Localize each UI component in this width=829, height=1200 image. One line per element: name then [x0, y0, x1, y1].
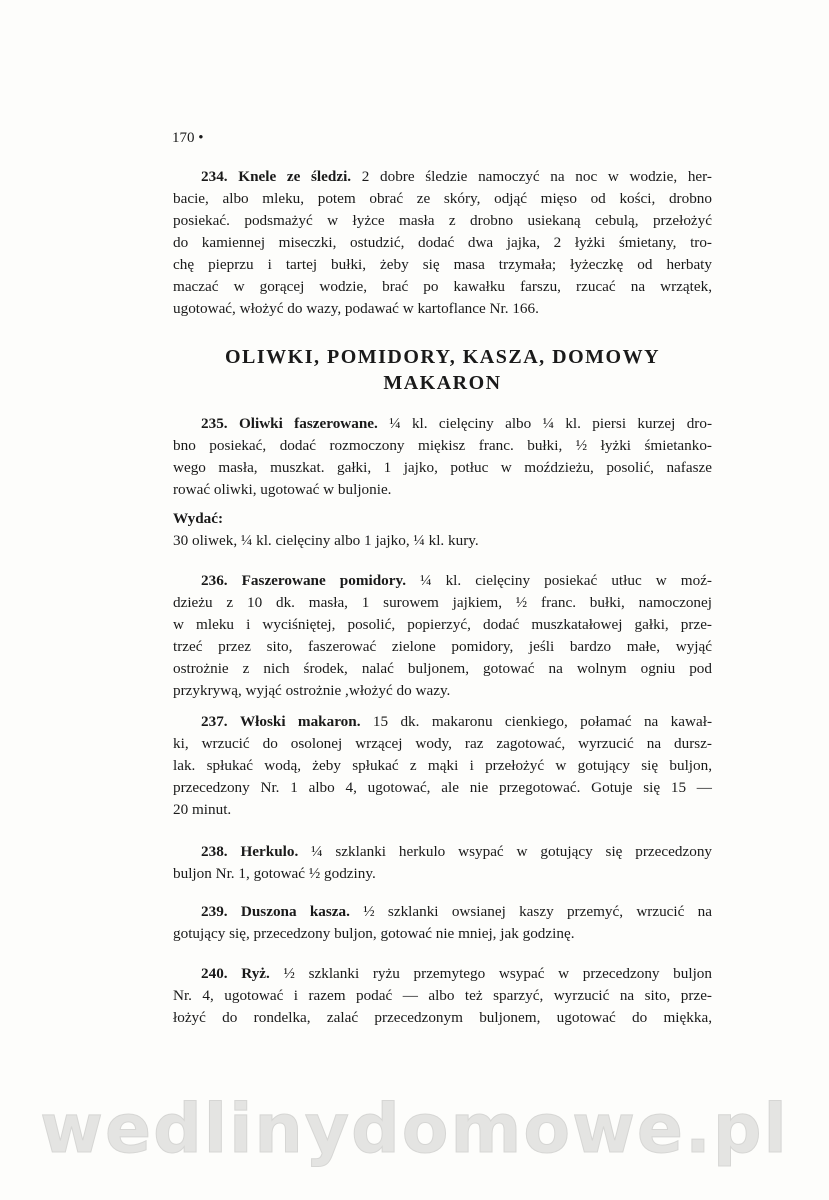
text-line [173, 733, 712, 755]
page-number: 170 • [172, 130, 204, 146]
text-line [173, 901, 712, 923]
text-line [173, 680, 712, 702]
text-line [173, 841, 712, 863]
line-text: 30 oliwek, ¼ kl. cielęciny albo 1 jajko, ¼ kl. kury. [173, 532, 479, 549]
text-line [173, 636, 712, 658]
line-text: Nr. 4, ugotować i razem podać — albo też sparzyć, wyrzucić na sito, prze- [173, 987, 712, 1004]
line-text: łożyć do rondelka, zalać przecedzonym buljonem, ugotować do miękka, [173, 1009, 712, 1026]
recipe-paragraph [173, 901, 712, 945]
text-line [173, 413, 712, 435]
line-text: ki, wrzucić do osolonej wrzącej wody, raz zagotować, wyrzucić na dursz- [173, 735, 712, 752]
recipe-number: 238. [201, 843, 228, 860]
line-text: chę pieprzu i tartej bułki, żeby się masa trzymała; łyżeczkę od herbaty [173, 256, 712, 273]
line-text: bacie, albo mleku, potem obrać ze skóry, odjąć mięso od kości, drobno [173, 190, 712, 207]
line-text: gotujący się, przecedzony buljon, gotować nie mniej, jak godzinę. [173, 925, 575, 942]
text-line [173, 592, 712, 614]
line-text: ¼ kl. cielęciny posiekać utłuc w moź- [406, 572, 712, 589]
recipe-paragraph [173, 413, 712, 501]
line-text: posiekać. podsmażyć w łyżce masła z drobno usiekaną cebulą, przełożyć [173, 212, 712, 229]
line-text: rować oliwki, ugotować w buljonie. [173, 481, 392, 498]
line-text: 2 dobre śledzie namoczyć na noc w wodzie, her- [351, 168, 712, 185]
text-line [173, 963, 712, 985]
line-text: wego masła, muszkat. gałki, 1 jajko, potłuc w moździeżu, posolić, nafasze [173, 459, 712, 476]
recipe-number: 239. [201, 903, 228, 920]
recipe-number: 234. [201, 168, 228, 185]
line-text: ¼ szklanki herkulo wsypać w gotujący się przecedzony [298, 843, 713, 860]
line-text: lak. spłukać wodą, żeby spłukać z mąki i przełożyć w gotujący się buljon, [173, 757, 712, 774]
recipe-title: Oliwki faszerowane. [238, 415, 378, 432]
text-line [173, 210, 712, 232]
text-line [173, 614, 712, 636]
text-line [173, 232, 712, 254]
recipe-number: 235. [201, 415, 228, 432]
text-line [173, 166, 712, 188]
text-line [173, 530, 712, 552]
recipe-paragraph [173, 570, 712, 702]
text-line [173, 799, 712, 821]
line-text: buljon Nr. 1, gotować ½ godziny. [173, 865, 376, 882]
recipe-title: Knele ze śledzi. [238, 168, 352, 185]
text-line [173, 435, 712, 457]
text-line [173, 923, 712, 945]
text-line [173, 188, 712, 210]
text-line [173, 1007, 712, 1029]
text-line [173, 658, 712, 680]
recipe-title: Wydać: [173, 510, 224, 527]
text-line [173, 777, 712, 799]
line-text: ¼ kl. cielęciny albo ¼ kl. piersi kurzej dro- [377, 415, 713, 432]
text-line [173, 457, 712, 479]
text-line [173, 298, 712, 320]
text-line [173, 711, 712, 733]
recipe-number: 236. [201, 572, 228, 589]
text-line [173, 985, 712, 1007]
text-line [173, 755, 712, 777]
text-line [173, 863, 712, 885]
line-text: dzieżu z 10 dk. masła, 1 surowem jajkiem, ½ franc. bułki, namoczonej [173, 594, 712, 611]
line-text: ostrożnie z nich środek, nalać buljonem, gotować na wolnym ogniu pod [173, 660, 712, 677]
text-line [173, 276, 712, 298]
watermark: wedlinydomowe.pl [40, 1090, 789, 1169]
recipe-title: Włoski makaron. [239, 713, 361, 730]
text-line [173, 570, 712, 592]
line-text: ½ szklanki owsianej kaszy przemyć, wrzucić na [349, 903, 713, 920]
section-heading [173, 344, 712, 396]
line-text: maczać w gorącej wodzie, brać po kawałku farszu, rzucać na wrzątek, [173, 278, 712, 295]
recipe-paragraph [173, 841, 712, 885]
recipe-title: Herkulo. [240, 843, 299, 860]
recipe-number: 240. [201, 965, 228, 982]
line-text: trzeć przez sito, faszerować zielone pomidory, jeśli bardzo małe, wyjąć [173, 638, 712, 655]
line-text: do kamiennej miseczki, ostudzić, dodać dwa jajka, 2 łyżki śmietany, tro- [173, 234, 712, 251]
line-text: przykrywą, wyjąć ostrożnie ,włożyć do wazy. [173, 682, 451, 699]
recipe-paragraph [173, 963, 712, 1029]
text-line [173, 254, 712, 276]
line-text: ½ szklanki ryżu przemytego wsypać w przecedzony buljon [269, 965, 712, 982]
line-text: 20 minut. [173, 801, 232, 818]
line-text: 15 dk. makaronu cienkiego, połamać na kawał- [360, 713, 712, 730]
recipe-paragraph [173, 166, 712, 320]
heading-line: OLIWKI, POMIDORY, KASZA, DOMOWY [224, 346, 661, 368]
line-text: przecedzony Nr. 1 albo 4, ugotować, ale nie przegotować. Gotuje się 15 — [173, 779, 712, 796]
text-line [173, 479, 712, 501]
recipe-title: Faszerowane pomidory. [241, 572, 407, 589]
recipe-title: Duszona kasza. [240, 903, 350, 920]
recipe-title: Ryż. [241, 965, 270, 982]
recipe-paragraph [173, 711, 712, 821]
line-text: ugotować, włożyć do wazy, podawać w kartoflance Nr. 166. [173, 300, 539, 317]
heading-line: MAKARON [383, 372, 502, 394]
text-line [173, 508, 712, 530]
recipe-number: 237. [201, 713, 228, 730]
recipe-paragraph [173, 508, 712, 552]
line-text: w mleku i wyciśniętej, posolić, popierzyć, dodać muszkatałowej gałki, prze- [173, 616, 712, 633]
line-text: bno posiekać, dodać rozmoczony miękisz franc. bułki, ½ łyżki śmietanko- [173, 437, 712, 454]
